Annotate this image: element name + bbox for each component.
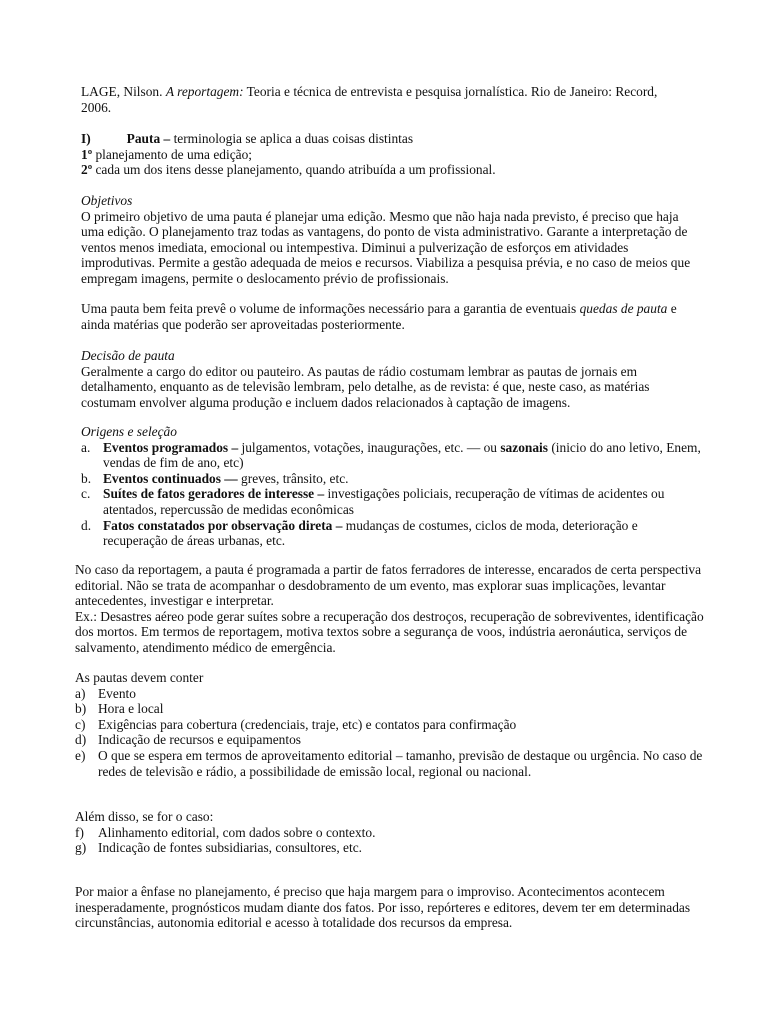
meaning-number: 1º (81, 146, 93, 162)
objetivos-heading: Objetivos (81, 193, 133, 208)
list-item (75, 748, 705, 779)
list-label: g) (75, 840, 87, 856)
meaning-text: cada um dos itens desse planejamento, quando atribuída a um profissional. (95, 162, 496, 178)
list-item (81, 440, 701, 471)
conter-section (75, 670, 705, 779)
item-text: (inicio do ano letivo, Enem, vendas de fim de ano, etc) (103, 439, 701, 471)
list-label: b. (81, 470, 92, 486)
reportagem-example: Ex.: Desastres aéreo pode gerar suítes sobre a recuperação dos destroços, recuperação de sobreviventes, identificação dos mortos. Em termos de reportagem, motiva textos sobre a segurança de voos, indústria aeronáutica, serviços de salvamento, atendimento médico de emergência. (75, 608, 704, 655)
objetivos-text: O primeiro objetivo de uma pauta é planejar uma edição. Mesmo que não haja nada previsto, é preciso que haja uma edição. O planejamento traz todas as vantagens, do ponto de vista administrativo. Garante a interpretação de ventos menos imediata, emocional ou intempestiva. Diminui a pulverização de esforços em atividades improdutivas. Permite a gestão adequada de meios e recursos. Viabiliza a pesquisa prévia, e no caso de meios que empregam imagens, permite o deslocamento prévio de profissionais. (81, 208, 691, 286)
section-numeral: I) (81, 131, 91, 146)
origens-section (81, 424, 701, 549)
item-text: greves, trânsito, etc. (241, 470, 349, 486)
pauta-bem-feita-paragraph (81, 301, 681, 332)
list-item (75, 825, 705, 841)
section-pauta (81, 131, 701, 178)
section-heading-text: terminologia se aplica a duas coisas distintas (173, 131, 414, 146)
item-term: Fatos constatados por observação direta – (103, 517, 343, 533)
list-item (75, 686, 705, 702)
section-heading (81, 131, 701, 147)
list-label: a) (75, 685, 86, 701)
section-title: Pauta – (126, 131, 171, 146)
reportagem-section (75, 562, 705, 656)
paragraph-text: Uma pauta bem feita prevê o volume de informações necessário para a garantia de eventuais (81, 301, 577, 316)
bibliographic-reference (81, 84, 671, 115)
item-text: Exigências para cobertura (credenciais, traje, etc) e contatos para confirmação (98, 716, 517, 732)
objetivos-section (81, 193, 701, 287)
item-term: Eventos programados – (103, 439, 239, 455)
item-text: O que se espera em termos de aproveitamento editorial – tamanho, previsão de destaque ou urgência. No caso de redes de televisão e rádio, a possibilidade de emissão local, regional ou nacional. (98, 747, 703, 779)
list-item (81, 486, 701, 517)
item-text: mudanças de costumes, ciclos de moda, deterioração e recuperação de áreas urbanas, etc. (103, 517, 638, 549)
reference-author: LAGE, Nilson. (81, 84, 163, 99)
item-text: investigações policiais, recuperação de vítimas de acidentes ou atentados, repercussão de medidas econômicas (103, 486, 665, 517)
meaning-text: planejamento de uma edição; (95, 146, 253, 162)
reference-title: A reportagem: (165, 84, 244, 99)
decisao-section (81, 348, 701, 410)
alem-intro: Além disso, se for o caso: (75, 809, 214, 824)
meaning-number: 2º (81, 162, 93, 178)
pauta-meaning-1 (81, 147, 701, 163)
conter-intro: As pautas devem conter (75, 670, 204, 685)
origens-heading: Origens e seleção (81, 424, 177, 439)
paragraph-text: e ainda matérias que poderão ser aproveitadas posteriormente. (81, 301, 677, 332)
item-term: Eventos continuados — (103, 470, 238, 486)
item-text: Indicação de fontes subsidiarias, consultores, etc. (98, 840, 363, 856)
list-item (81, 518, 701, 549)
decisao-text: Geralmente a cargo do editor ou pauteiro. As pautas de rádio costumam lembrar as pautas de jornais em detalhamento, enquanto as de televisão lembram, pelo detalhe, as de revista: é que, neste caso, as matérias costumam envolver alguma produção e incluem dados relacionados à captação de imagens. (81, 363, 650, 410)
list-label: f) (75, 824, 84, 840)
final-paragraph: Por maior a ênfase no planejamento, é preciso que haja margem para o improviso. Acontecimentos acontecem inesperadamente, prognósticos mudam diante dos fatos. Por isso, repórteres e editores, devem ter em determinadas circunstâncias, autonomia editorial e acesso à totalidade dos recursos da empresa. (75, 884, 691, 931)
item-text: Hora e local (98, 701, 164, 717)
item-text: Alinhamento editorial, com dados sobre o contexto. (98, 824, 376, 840)
list-item (75, 717, 705, 733)
list-label: e) (75, 747, 86, 763)
list-label: d) (75, 732, 87, 748)
quedas-de-pauta-term: quedas de pauta (579, 301, 668, 316)
item-text: julgamentos, votações, inaugurações, etc. — ou (241, 439, 497, 455)
list-item (75, 840, 705, 856)
item-term: sazonais (500, 439, 548, 455)
list-label: a. (81, 439, 91, 455)
item-text: Indicação de recursos e equipamentos (98, 732, 302, 748)
list-item (75, 701, 705, 717)
reportagem-text: No caso da reportagem, a pauta é programada a partir de fatos ferradores de interesse, encarados de certa perspectiva editorial. Não se trata de acompanhar o desdobramento de um evento, mas explorar suas implicações, levantar antecedentes, investigar e interpretar. (75, 562, 702, 609)
list-label: c) (75, 716, 86, 732)
list-label: d. (81, 517, 92, 533)
item-term: Suítes de fatos geradores de interesse – (103, 486, 325, 502)
decisao-heading: Decisão de pauta (81, 348, 175, 363)
list-label: c. (81, 486, 91, 502)
reference-rest: Teoria e técnica de entrevista e pesquisa jornalística. Rio de Janeiro: Record, 2006. (81, 84, 658, 115)
alem-section (75, 809, 705, 856)
list-item (75, 732, 705, 748)
pauta-meaning-2 (81, 162, 701, 178)
item-text: Evento (98, 685, 136, 701)
list-label: b) (75, 701, 87, 717)
list-item (81, 471, 701, 487)
